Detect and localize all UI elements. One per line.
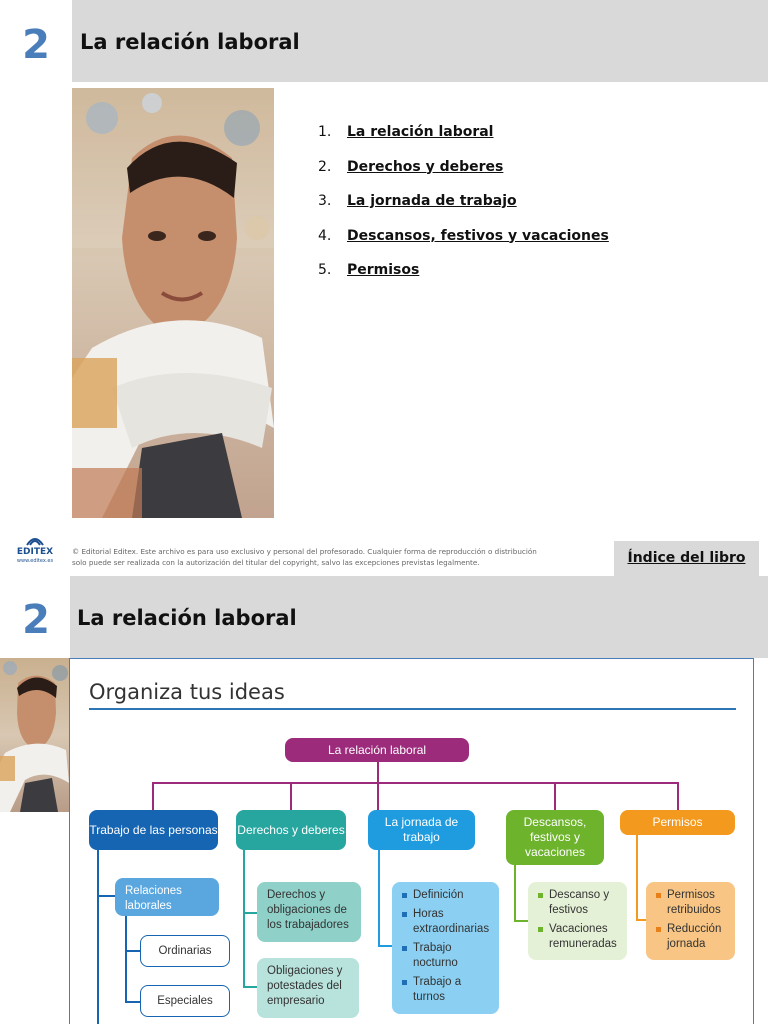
chapter-number: 2	[22, 597, 50, 643]
concept-map-title: Organiza tus ideas	[89, 680, 285, 704]
connector	[636, 835, 638, 920]
list-item: Trabajo a turnos	[402, 975, 489, 1005]
connector	[514, 865, 516, 921]
branch-jornada-trabajo: La jornada de trabajo	[368, 810, 475, 850]
node-permisos-list	[646, 882, 735, 960]
list-item: Horas extraordinarias	[402, 907, 489, 937]
toc-link-jornada-trabajo[interactable]: La jornada de trabajo	[347, 193, 517, 209]
connector	[554, 782, 556, 810]
chapter-photo	[72, 88, 274, 518]
list-item: Permisos retribuidos	[656, 888, 725, 918]
node-derechos-trabajadores: Derechos y obligaciones de los trabajadores	[257, 882, 361, 942]
connector	[677, 782, 679, 810]
connector	[243, 850, 245, 986]
toc-link-derechos-deberes[interactable]: Derechos y deberes	[347, 158, 504, 175]
toc-item: 3. La jornada de trabajo	[318, 193, 517, 209]
toc-item: 1. La relación laboral	[318, 124, 494, 140]
connector	[377, 762, 379, 782]
node-descansos-list	[528, 882, 627, 960]
list-item: Reducción jornada	[656, 922, 725, 952]
toc-item: 5. Permisos	[318, 262, 420, 278]
chapter-number: 2	[22, 22, 50, 68]
node-jornada-list	[392, 882, 499, 1014]
connector	[152, 782, 678, 784]
toc-link-relacion-laboral[interactable]: La relación laboral	[347, 124, 494, 140]
toc-link-descansos[interactable]: Descansos, festivos y vacaciones	[347, 227, 609, 244]
book-index-button[interactable]: Índice del libro	[614, 541, 759, 576]
connector	[514, 920, 528, 922]
page-title: La relación laboral	[77, 606, 297, 630]
list-item: Vacaciones remuneradas	[538, 922, 617, 952]
node-obligaciones-empresario: Obligaciones y potestades del empresario	[257, 958, 359, 1018]
list-item: Trabajo nocturno	[402, 941, 489, 971]
chapter-photo-thumbnail	[0, 658, 69, 812]
root-node: La relación laboral	[285, 738, 469, 762]
connector	[152, 782, 154, 810]
connector	[636, 919, 646, 921]
node-ordinarias: Ordinarias	[140, 935, 230, 967]
toc-item: 4. Descansos, festivos y vacaciones	[318, 227, 609, 244]
table-of-contents	[318, 124, 609, 297]
branch-derechos-deberes: Derechos y deberes	[236, 810, 346, 850]
connector	[243, 912, 257, 914]
connector	[125, 1001, 140, 1003]
connector	[377, 782, 379, 810]
connector	[125, 950, 140, 952]
list-item: Definición	[402, 888, 489, 903]
connector	[97, 895, 115, 897]
toc-item: 2. Derechos y deberes	[318, 158, 504, 175]
connector	[378, 945, 392, 947]
copyright-notice: © Editorial Editex. Este archivo es para uso exclusivo y personal del profesorado. Cualquier forma de reproducción o distribución solo puede ser realizada con la autorización del titular del copyright, salvo las excepciones previstas legalmente.	[72, 547, 537, 567]
connector	[125, 916, 127, 1002]
editex-logo: EDITEX www.editex.es	[12, 533, 58, 569]
connector	[378, 850, 380, 946]
branch-permisos: Permisos	[620, 810, 735, 835]
connector	[97, 850, 99, 1024]
toc-link-permisos[interactable]: Permisos	[347, 262, 420, 278]
node-relaciones-laborales: Relaciones laborales	[115, 878, 219, 916]
branch-descansos: Descansos, festivos y vacaciones	[506, 810, 604, 865]
list-item: Descanso y festivos	[538, 888, 617, 918]
branch-trabajo-personas: Trabajo de las personas	[89, 810, 218, 850]
connector	[243, 986, 257, 988]
title-underline	[89, 708, 736, 710]
page-title: La relación laboral	[80, 30, 300, 54]
connector	[290, 782, 292, 810]
node-especiales: Especiales	[140, 985, 230, 1017]
